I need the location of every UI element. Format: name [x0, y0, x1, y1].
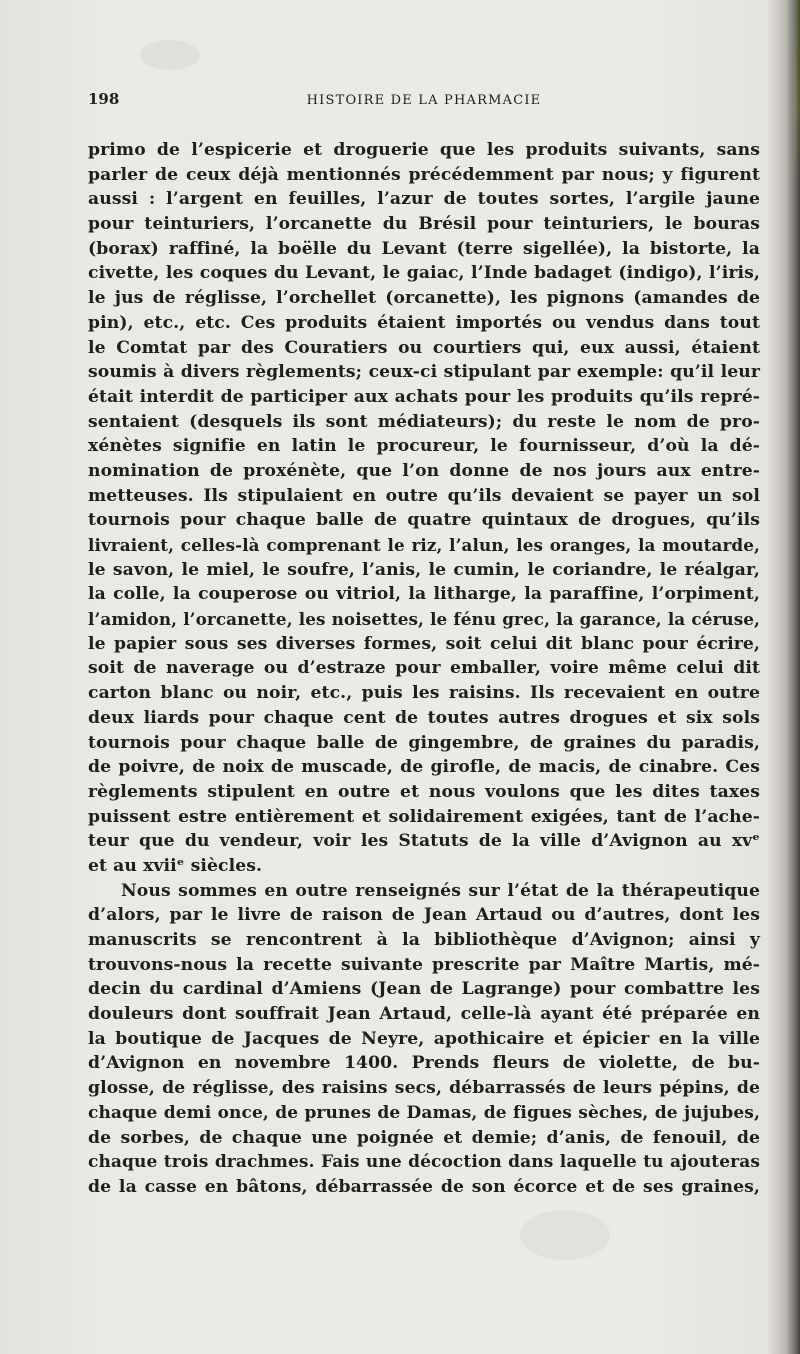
- text-line: douleurs dont souffrait Jean Artaud, celle-là ayant été préparée en: [88, 1004, 760, 1025]
- text-line: la boutique de Jacques de Neyre, apothicaire et épicier en la ville: [88, 1028, 760, 1049]
- text-line: d’alors, par le livre de raison de Jean Artaud ou d’autres, dont les: [88, 905, 760, 926]
- text-line: soit de naverage ou d’estraze pour emballer, voire même celui dit: [88, 658, 760, 679]
- text-line: manuscrits se rencontrent à la bibliothèque d’Avignon; ainsi y: [88, 930, 760, 950]
- text-line: sentaient (desquels ils sont médiateurs); du reste le nom de pro-: [88, 411, 760, 432]
- paragraph-end-line: et au xviiᵉ siècles.: [88, 855, 263, 876]
- text-line: d’Avignon en novembre 1400. Prends fleurs de violette, de bu-: [88, 1053, 760, 1074]
- text-line: parler de ceux déjà mentionnés précédemment par nous; y figurent: [88, 164, 760, 185]
- page-header: [88, 90, 760, 112]
- text-line: règlements stipulent en outre et nous voulons que les dites taxes: [88, 781, 760, 802]
- text-line: chaque demi once, de prunes de Damas, de figues sèches, de jujubes,: [88, 1102, 760, 1123]
- text-line: tournois pour chaque balle de gingembre, de graines du paradis,: [88, 732, 760, 753]
- page-edge-shadow: [786, 0, 800, 1354]
- text-line: decin du cardinal d’Amiens (Jean de Lagrange) pour combattre les: [88, 979, 760, 1000]
- text-line: trouvons-nous la recette suivante prescrite par Maître Martis, mé-: [88, 954, 760, 975]
- text-line: pour teinturiers, l’orcanette du Brésil pour teinturiers, le bouras: [88, 214, 760, 235]
- text-line: metteuses. Ils stipulaient en outre qu’ils devaient se payer un sol: [88, 485, 760, 506]
- text-line: puissent estre entièrement et solidairement exigées, tant de l’ache-: [88, 806, 760, 827]
- text-line: chaque trois drachmes. Fais une décoction dans laquelle tu ajouteras: [88, 1152, 760, 1173]
- text-line: le jus de réglisse, l’orchellet (orcanette), les pignons (amandes de: [88, 288, 760, 309]
- text-line: tournois pour chaque balle de quatre quintaux de drogues, qu’ils: [88, 510, 760, 531]
- paper-stain: [520, 1210, 610, 1260]
- text-line: la colle, la couperose ou vitriol, la litharge, la paraffine, l’orpiment,: [88, 584, 760, 605]
- running-head: HISTOIRE DE LA PHARMACIE: [306, 93, 542, 108]
- text-line: de poivre, de noix de muscade, de girofle, de macis, de cinabre. Ces: [88, 757, 760, 778]
- text-line: aussi : l’argent en feuilles, l’azur de toutes sortes, l’argile jaune: [88, 189, 760, 210]
- text-line: de sorbes, de chaque une poignée et demie; d’anis, de fenouil, de: [88, 1127, 760, 1148]
- text-line: soumis à divers règlements; ceux-ci stipulant par exemple: qu’il leur: [88, 362, 760, 383]
- paper-stain: [140, 40, 200, 70]
- text-line: pin), etc., etc. Ces produits étaient importés ou vendus dans tout: [88, 312, 760, 333]
- text-line: deux liards pour chaque cent de toutes autres drogues et six sols: [88, 707, 760, 728]
- text-line: xénètes signifie en latin le procureur, le fournisseur, d’où la dé-: [88, 436, 760, 457]
- text-line: le papier sous ses diverses formes, soit celui dit blanc pour écrire,: [88, 633, 760, 654]
- body-text: [88, 138, 760, 1200]
- text-line: carton blanc ou noir, etc., puis les raisins. Ils recevaient en outre: [88, 683, 760, 704]
- text-line: nomination de proxénète, que l’on donne de nos jours aux entre-: [88, 460, 760, 481]
- text-line: de la casse en bâtons, débarrassée de son écorce et de ses graines,: [88, 1176, 760, 1197]
- text-line: teur que du vendeur, voir les Statuts de la ville d’Avignon au xvᵉ: [88, 831, 760, 852]
- text-line: primo de l’espicerie et droguerie que les produits suivants, sans: [88, 140, 760, 160]
- text-line: civette, les coques du Levant, le gaiac, l’Inde badaget (indigo), l’iris,: [88, 263, 760, 284]
- text-line: (borax) raffiné, la boëlle du Levant (terre sigellée), la bistorte, la: [88, 238, 760, 259]
- text-line: glosse, de réglisse, des raisins secs, débarrassés de leurs pépins, de: [88, 1078, 760, 1099]
- text-line: était interdit de participer aux achats pour les produits qu’ils repré-: [88, 386, 760, 407]
- text-line: livraient, celles-là comprenant le riz, l’alun, les oranges, la moutarde,: [88, 535, 760, 555]
- text-line: le savon, le miel, le soufre, l’anis, le cumin, le coriandre, le réalgar,: [88, 559, 760, 580]
- page-number: 198: [88, 90, 120, 108]
- paragraph-start-line: Nous sommes en outre renseignés sur l’état de la thérapeutique: [121, 880, 760, 901]
- text-line: l’amidon, l’orcanette, les noisettes, le fénu grec, la garance, la céruse,: [88, 609, 760, 630]
- text-line: le Comtat par des Couratiers ou courtiers qui, eux aussi, étaient: [88, 337, 760, 358]
